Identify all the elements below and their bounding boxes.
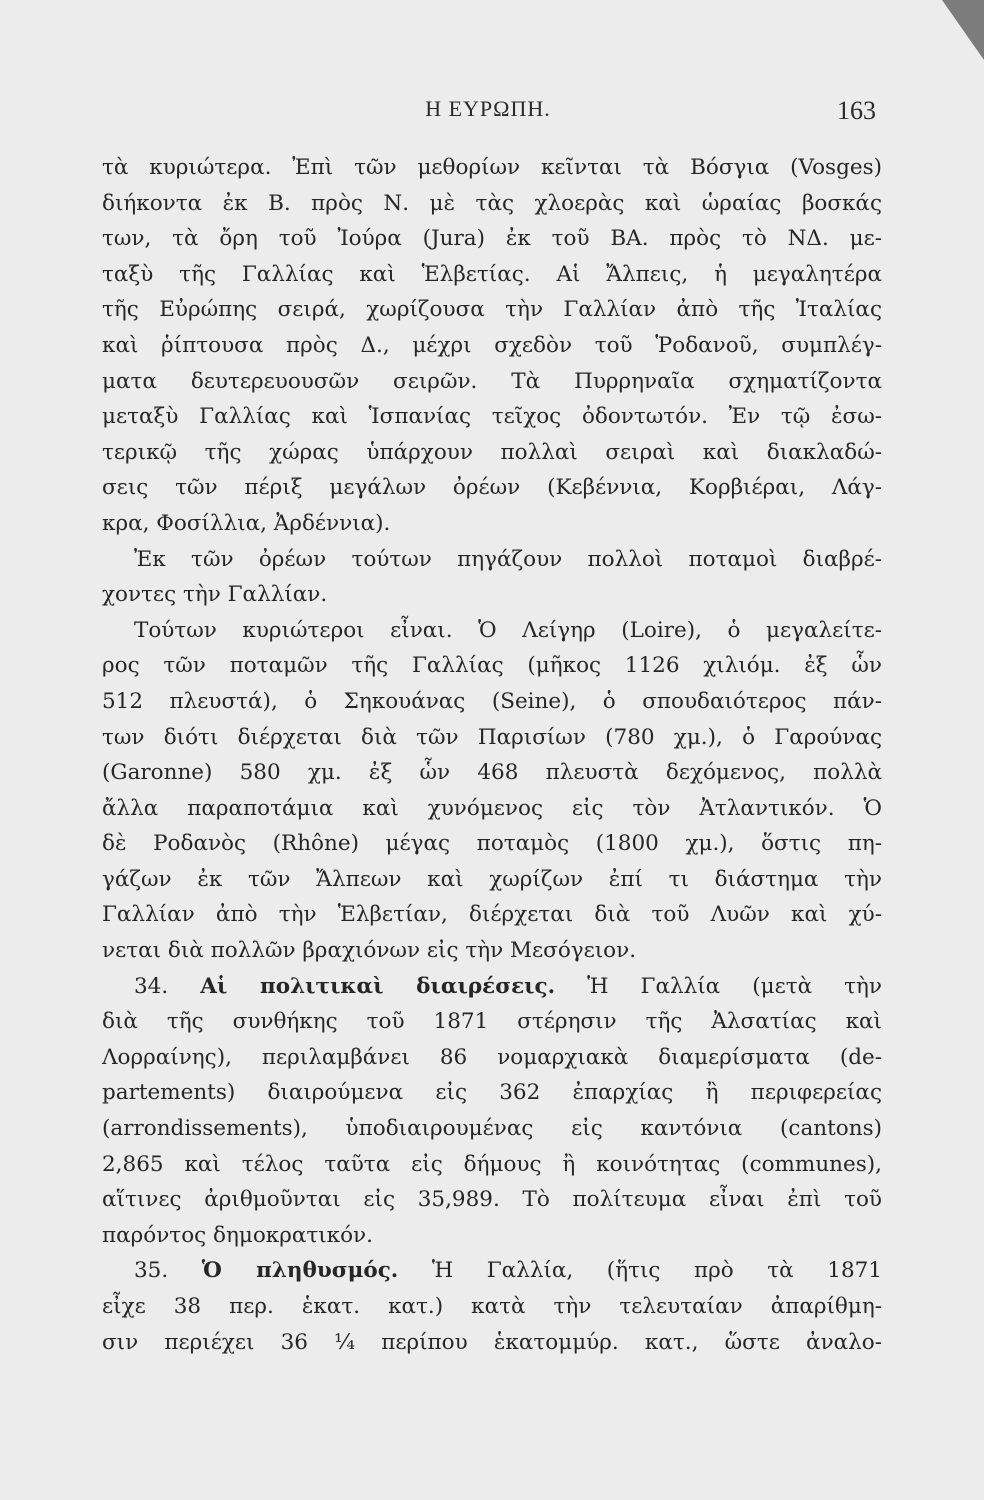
text-line: δὲ Ροδανὸς (Rhône) μέγας ποταμὸς (1800 χμ.), ὅστις πη-	[102, 831, 882, 857]
text-line: ματα δευτερευουσῶν σειρῶν. Τὰ Πυρρηναῖα σχηματίζοντα	[102, 368, 882, 394]
text-line: Τούτων κυριώτεροι εἶναι. Ὁ Λείγηρ (Loire), ὁ μεγαλείτε-	[134, 617, 882, 643]
text-line: των διότι διέρχεται διὰ τῶν Παρισίων (780 χμ.), ὁ Γαρούνας	[102, 724, 882, 750]
section-heading-35: Ὁ πληθυσμός.	[201, 1258, 399, 1284]
section-number-34: 34.	[134, 973, 201, 999]
text-line: διήκοντα ἐκ Β. πρὸς Ν. μὲ τὰς χλοερὰς καὶ ὡραίας βοσκάς	[102, 190, 882, 216]
text-line: εἶχε 38 περ. ἑκατ. κατ.) κατὰ τὴν τελευταίαν ἀπαρίθμη-	[102, 1294, 882, 1319]
text-line: τὰ κυριώτερα. Ἐπὶ τῶν μεθορίων κεῖνται τὰ Βόσγια (Vosges)	[102, 155, 882, 180]
text-line: Γαλλίαν ἀπὸ τὴν Ἑλβετίαν, διέρχεται διὰ τοῦ Λυῶν καὶ χύ-	[102, 902, 882, 928]
section-heading-34: Αἱ πολιτικαὶ διαιρέσεις.	[200, 973, 556, 999]
text-line: των, τὰ ὄρη τοῦ Ἰούρα (Jura) ἐκ τοῦ ΒΑ. πρὸς τὸ ΝΔ. με-	[102, 226, 882, 252]
running-title: Η ΕΥΡΩΠΗ.	[425, 96, 551, 121]
text-line: ταξὺ τῆς Γαλλίας καὶ Ἑλβετίας. Αἱ Ἄλπεις, ἡ μεγαλητέρα	[102, 261, 882, 287]
section-35-line	[102, 1253, 882, 1289]
text-line: παρόντος δημοκρατικόν.	[102, 1222, 373, 1248]
text-line: κρα, Φοσίλλια, Ἀρδέννια).	[102, 510, 391, 536]
text-line: Ἐκ τῶν ὀρέων τούτων πηγάζουν πολλοὶ ποταμοὶ διαβρέ-	[134, 546, 882, 572]
text-line: χοντες τὴν Γαλλίαν.	[102, 582, 328, 608]
body-text	[102, 150, 882, 1360]
page-number: 163	[837, 96, 876, 125]
text-line: partements) διαιρούμενα εἰς 362 ἐπαρχίας ἢ περιφερείας	[102, 1080, 882, 1106]
text-line: μεταξὺ Γαλλίας καὶ Ἱσπανίας τεῖχος ὀδοντωτόν. Ἐν τῷ ἐσω-	[102, 404, 882, 430]
text-line: τερικῷ τῆς χώρας ὑπάρχουν πολλαὶ σειραὶ καὶ διακλαδώ-	[102, 439, 882, 465]
section-34-line	[102, 969, 882, 1005]
text-line: (arrondissements), ὑποδιαιρουμένας εἰς καντόνια (cantons)	[102, 1116, 882, 1142]
text-line: ἄλλα παραποτάμια καὶ χυνόμενος εἰς τὸν Ἀτλαντικόν. Ὁ	[102, 795, 882, 821]
text-line: 512 πλευστά), ὁ Σηκουάνας (Seine), ὁ σπουδαιότερος πάν-	[102, 688, 882, 714]
text-line: Λορραίνης), περιλαμβάνει 86 νομαρχιακὰ διαμερίσματα (de-	[102, 1044, 882, 1070]
text-line: σιν περιέχει 36 ¼ περίπου ἑκατομμύρ. κατ., ὥστε ἀναλο-	[102, 1329, 882, 1355]
section-34-rest: Ἡ Γαλλία (μετὰ τὴν	[555, 973, 882, 999]
text-line: σεις τῶν πέριξ μεγάλων ὀρέων (Κεβέννια, Κορβιέραι, Λάγ-	[102, 475, 882, 501]
text-line: νεται διὰ πολλῶν βραχιόνων εἰς τὴν Μεσόγειον.	[102, 938, 637, 964]
page-header	[100, 96, 876, 136]
text-line: καὶ ῥίπτουσα πρὸς Δ., μέχρι σχεδὸν τοῦ Ῥοδανοῦ, συμπλέγ-	[102, 332, 882, 358]
section-35-rest: Ἡ Γαλλία, (ἥτις πρὸ τὰ 1871	[398, 1258, 882, 1284]
text-line: ρος τῶν ποταμῶν τῆς Γαλλίας (μῆκος 1126 χιλιόμ. ἐξ ὧν	[102, 653, 882, 679]
text-line: διὰ τῆς συνθήκης τοῦ 1871 στέρησιν τῆς Ἀλσατίας καὶ	[102, 1009, 882, 1035]
text-line: γάζων ἐκ τῶν Ἄλπεων καὶ χωρίζων ἐπί τι διάστημα τὴν	[102, 866, 882, 892]
text-line: αἵτινες ἀριθμοῦνται εἰς 35,989. Τὸ πολίτευμα εἶναι ἐπὶ τοῦ	[102, 1187, 882, 1213]
section-number-35: 35.	[134, 1258, 202, 1284]
text-line: 2,865 καὶ τέλος ταῦτα εἰς δήμους ἢ κοινότητας (communes),	[102, 1151, 882, 1177]
text-line: τῆς Εὐρώπης σειρά, χωρίζουσα τὴν Γαλλίαν ἀπὸ τῆς Ἰταλίας	[102, 297, 882, 323]
text-line: (Garonne) 580 χμ. ἐξ ὧν 468 πλευστὰ δεχόμενος, πολλὰ	[102, 760, 882, 786]
